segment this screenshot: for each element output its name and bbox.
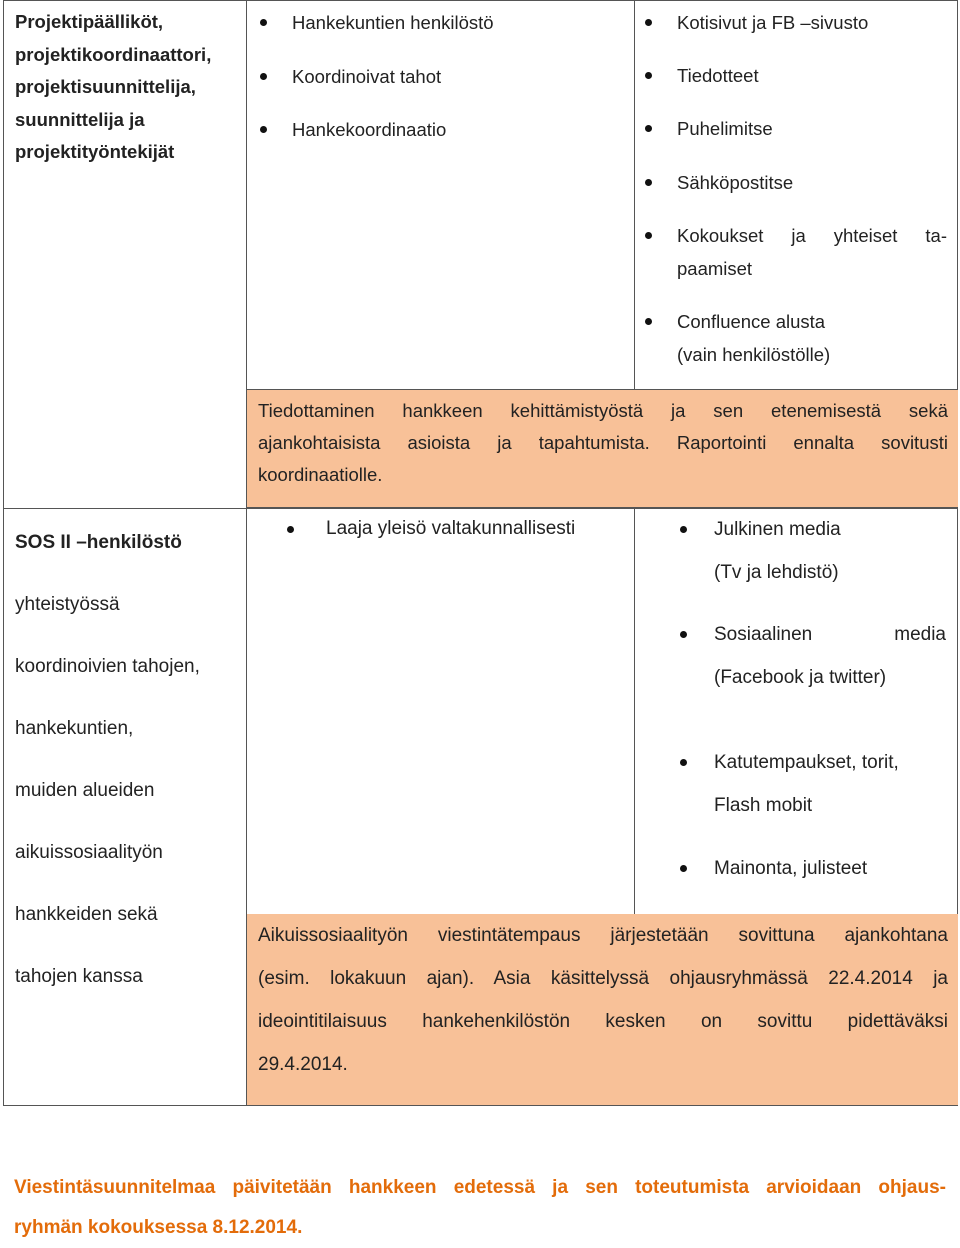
list-item-text: Hankekoordinaatio [292, 119, 447, 140]
text-line: hankekuntien, [15, 718, 134, 739]
list-item-text: Mainonta, julisteet [714, 858, 868, 879]
bullet-icon [680, 759, 687, 766]
row1-col2-cell [246, 0, 635, 390]
text-line: hankkeiden sekä [15, 904, 158, 925]
text-line: ryhmän kokouksessa 8.12.2014. [14, 1217, 303, 1238]
list-item-text: (vain henkilöstölle) [677, 344, 831, 365]
bullet-icon [260, 126, 267, 133]
text-line: koordinoivien tahojen, [15, 656, 200, 677]
row2-col3-cell [634, 508, 958, 915]
list-item-text: Sosiaalinen media [714, 624, 946, 645]
list-item-text: (Facebook ja twitter) [714, 667, 887, 688]
text-line: SOS II –henkilöstö [15, 532, 182, 553]
row1-note-text [258, 395, 948, 491]
row2-note-text [258, 914, 948, 1086]
bullet-icon [645, 72, 652, 79]
list-item-text: Confluence alusta [677, 311, 826, 332]
text-line: suunnittelija ja [15, 108, 145, 130]
row1-col3-cell [634, 0, 958, 390]
bullet-icon [680, 631, 687, 638]
text-line: projektisuunnittelija, [15, 76, 196, 97]
text-line: 29.4.2014. [258, 1054, 348, 1075]
text-line: muiden alueiden [15, 780, 155, 801]
list-item-text: Puhelimitse [677, 118, 773, 139]
list-item-text: Katutempaukset, torit, [714, 752, 899, 773]
bullet-icon [680, 526, 687, 533]
list-item-text: Julkinen media [714, 519, 841, 540]
row1-audience-label [15, 6, 211, 169]
row2-audience-label [15, 512, 200, 1008]
bullet-icon [645, 232, 652, 239]
text-line: yhteistyössä [15, 594, 120, 615]
bullet-icon [680, 865, 687, 872]
list-item-text: (Tv ja lehdistö) [714, 562, 839, 583]
row1-note [247, 390, 958, 508]
footer-note [14, 1168, 946, 1248]
list-item-text: Koordinoivat tahot [292, 65, 442, 87]
row2-col1-cell [3, 508, 247, 1106]
text-line: Projektipäälliköt, [15, 11, 164, 32]
text-line: Aikuissosiaalityön viestintätempaus järjestetään sovittuna ajankohtana [258, 925, 948, 946]
text-line: ideointitilaisuus hankehenkilöstön kesken on sovittu pidettäväksi [258, 1011, 948, 1032]
text-line: koordinaatiolle. [258, 464, 383, 485]
text-line: tahojen kanssa [15, 966, 143, 987]
row2-col2-cell [246, 508, 635, 915]
bullet-icon [645, 19, 652, 26]
bullet-icon [645, 125, 652, 132]
text-line: ajankohtaisista asioista ja tapahtumista. Raportointi ennalta sovitusti [258, 432, 948, 453]
list-item-text: Laaja yleisö valtakunnallisesti [326, 518, 576, 539]
text-line: (esim. lokakuun ajan). Asia käsittelyssä ohjausryhmässä 22.4.2014 ja [258, 968, 948, 989]
list-item-text: Kotisivut ja FB –sivusto [677, 12, 869, 33]
list-item-text: Sähköpostitse [677, 172, 794, 193]
text-line: projektikoordinaattori, [15, 43, 212, 65]
row1-col1-cell [3, 0, 247, 509]
bullet-icon [287, 526, 294, 533]
list-item-text: paamiset [677, 258, 753, 279]
list-item-text: Kokoukset ja yhteiset ta- [677, 225, 947, 246]
list-item-text: Tiedotteet [677, 65, 759, 86]
bullet-icon [645, 179, 652, 186]
text-line: aikuissosiaalityön [15, 842, 163, 863]
row2-note [247, 914, 958, 1106]
list-item-text: Hankekuntien henkilöstö [292, 12, 494, 33]
bullet-icon [260, 73, 267, 80]
list-item-text: Flash mobit [714, 795, 813, 816]
text-line: Tiedottaminen hankkeen kehittämistyöstä ja sen etenemisestä sekä [258, 400, 948, 421]
bullet-icon [260, 19, 267, 26]
text-line: Viestintäsuunnitelmaa päivitetään hankkeen edetessä ja sen toteutumista arvioidaan ohjaus- [14, 1177, 946, 1198]
text-line: projektityöntekijät [15, 141, 175, 162]
bullet-icon [645, 318, 652, 325]
